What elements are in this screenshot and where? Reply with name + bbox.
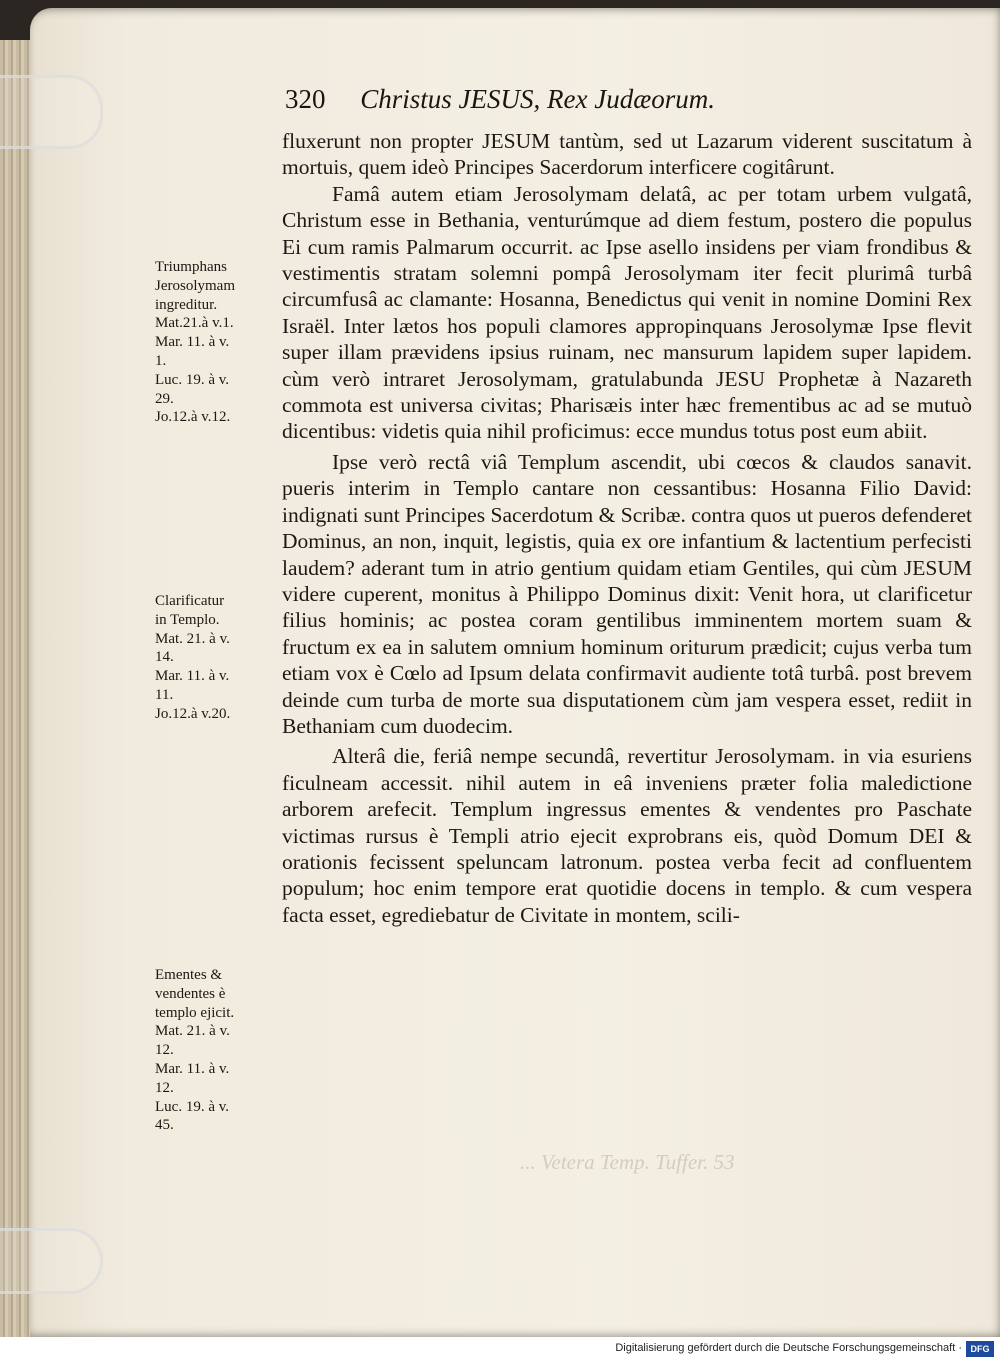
margin-line: templo ejicit. [155, 1004, 235, 1021]
digitization-footer [0, 1337, 1000, 1363]
margin-line: ingreditur. [155, 296, 218, 313]
page-header [285, 84, 715, 115]
paragraph-4: Alterâ die, feriâ nempe secundâ, revertitur Jerosolymam. in via esuriens ficulneam accessit. nihil autem in eâ inveniens præter folia maledictione arborem arefecit. Templum ingressus ementes & vendentes pro Paschate victimas rursus è Templi atrio ejecit exprobrans eis, quòd Domum DEI & orationis fecissent speluncam latronum. postea verba fecit ad confluentem populum; hoc enim tempore erat quotidie docens in templo. & cum vespera facta esset, egrediebatur de Civitate in montem, scili- [282, 744, 972, 927]
paragraph-1: fluxerunt non propter JESUM tantùm, sed ut Lazarum viderent suscitatum à mortuis, quem ideò Principes Sacerdorum interficere cogitârunt. [282, 129, 972, 180]
margin-line: Jo.12.à v.20. [155, 705, 231, 722]
margin-line: in Templo. [155, 611, 220, 628]
paragraph-3: Ipse verò rectâ viâ Templum ascendit, ubi cœcos & claudos sanavit. pueris interim in Templo cantare non cessantibus: Hosanna Filio David: indignati sunt Principes Sacerdotum & Scribæ. contra quos ut pueros defenderet Dominus, an non, inquit, legistis, quia ex ore infantium & lactentium perfecisti laudem? aderant tum in atrio gentium quidam etiam Gentiles, qui cùm JESUM videre cuperent, monitus à Philippo Dominus dixit: Venit hora, ut clarificetur filius hominis; ac postea coram gentilibus imminentem mortem suam & fructum ex ea in salutem omnium hominum oriturum prædicit; cujus verba tum etiam vox è Cœlo ad Ipsum delata confirmavit audiente totâ turbâ. post brevem deinde cum turba de morte sua disputationem cùm jam vespera esset, rediit in Bethaniam cum duodecim. [282, 449, 972, 738]
margin-line: vendentes è [155, 985, 226, 1002]
margin-line: Luc. 19. à v. [155, 371, 230, 388]
margin-line: Mar. 11. à v. [155, 334, 230, 351]
margin-line: Mar. 11. à v. [155, 668, 230, 685]
margin-line: 29. [155, 390, 174, 407]
margin-note-ementes [155, 966, 275, 1135]
margin-line: Mar. 11. à v. [155, 1060, 230, 1077]
margin-line: 1. [155, 352, 167, 369]
margin-line: Clarificatur [155, 593, 225, 609]
dfg-logo: DFG [966, 1341, 994, 1357]
margin-line: Triumphans [155, 259, 227, 275]
margin-line: 45. [155, 1117, 174, 1134]
footer-credit: Digitalisierung gefördert durch die Deutsche Forschungsgemeinschaft · [615, 1342, 962, 1354]
scanner-clip-bottom [0, 1228, 103, 1294]
margin-line: 12. [155, 1079, 174, 1096]
main-text [282, 128, 972, 928]
margin-line: Ementes & [155, 967, 223, 983]
margin-line: Mat.21.à v.1. [155, 315, 234, 332]
margin-line: Luc. 19. à v. [155, 1098, 230, 1115]
margin-line: 12. [155, 1042, 174, 1059]
margin-note-triumphans [155, 258, 275, 427]
margin-line: Jerosolymam [155, 277, 235, 294]
margin-line: 11. [155, 686, 174, 703]
margin-note-clarificatur [155, 592, 275, 724]
page-number: 320 [285, 84, 326, 114]
margin-line: 14. [155, 649, 174, 666]
margin-line: Jo.12.à v.12. [155, 409, 231, 426]
running-title: Christus JESUS, Rex Judæorum. [360, 84, 715, 114]
paragraph-2: Famâ autem etiam Jerosolymam delatâ, ac per totam urbem vulgatâ, Christum esse in Bethania, venturúmque ad diem festum, postero die populus Ei cum ramis Palmarum occurrit. ac Ipse asello insidens per viam frondibus & vestimentis stratam solemni pompâ Jerosolymam iter fecit plurimâ turbâ circumfusâ ac clamante: Hosanna, Benedictus qui venit in nomine Domini Rex Israël. Inter lætos hos populi clamores appropinquans Jerosolymæ Ipse flevit super illam prævidens ipsius ruinam, nec mansurum lapidem super lapidem. cùm verò intraret Jerosolymam, gratulabunda JESU Prophetæ à Nazareth commota est universa civitas; Pharisæis inter hæc frementibus ac ad se mutuò dicentibus: videtis quia nihil proficimus: ecce mundus totus post eum abiit. [282, 181, 972, 444]
scanner-clip-top [0, 75, 103, 149]
margin-line: Mat. 21. à v. [155, 1023, 230, 1040]
margin-line: Mat. 21. à v. [155, 630, 230, 647]
bleed-through-text: ... Vetera Temp. Tuffer. 53 [520, 1150, 735, 1174]
